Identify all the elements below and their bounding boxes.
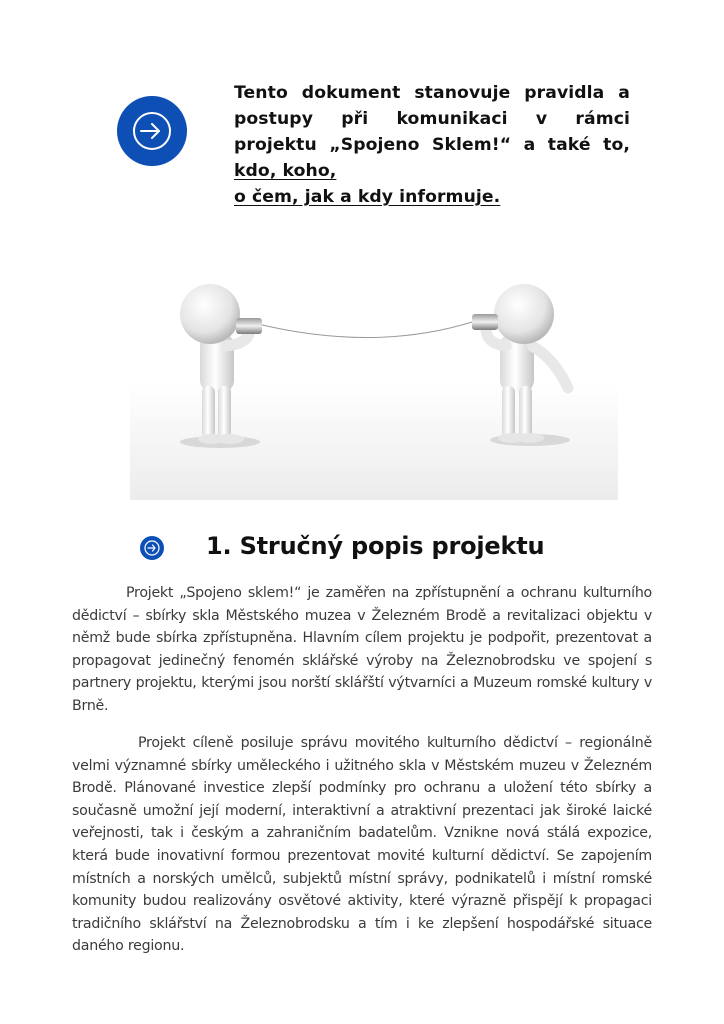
arrow-right-circle-icon	[117, 96, 187, 166]
section-arrow-icon	[140, 536, 164, 560]
tin-can-telephone-illustration	[130, 262, 618, 500]
intro-underlined-who: kdo, koho,	[234, 161, 337, 181]
intro-underlined-what: o čem, jak a kdy informuje.	[234, 187, 501, 207]
project-description-paragraph-1: Projekt „Spojeno sklem!“ je zaměřen na zpřístupnění a ochranu kulturního dědictví – sbírky skla Městského muzea v Železném Brodě a revitalizaci objektu v němž bude sbírka zpřístupněna. Hlavním cílem projektu je podpořit, prezentovat a propagovat jedinečný fenomén sklářské výroby na Železnobrodsku ve spojení s partnery projektu, kterými jsou norští sklářští výtvarníci a Muzeum romské kultury v Brně.	[72, 585, 652, 714]
section-title: 1. Stručný popis projektu	[206, 532, 545, 560]
project-description-paragraph-2: Projekt cíleně posiluje správu movitého kulturního dědictví – regionálně velmi významné sbírky uměleckého i užitného skla v Městském muzeu v Železném Brodě. Plánované investice zlepší podmínky pro ochranu a uložení této sbírky a současně umožní její moderní, interaktivní a atraktivní prezentaci jak široké laické veřejnosti, tak i českým a zahraničním badatelům. Vznikne nová stálá expozice, která bude inovativní formou prezentovat movité kulturní dědictví. Se zapojením místních a norských umělců, subjektů místní správy, podnikatelů i místní romské komunity budou realizovány osvětové aktivity, které výrazně přispějí k propagaci tradičního sklářství na Železnobrodsku a tím i ke zlepšení hospodářské situace daného regionu.	[72, 735, 652, 955]
intro-statement-text: Tento dokument stanovuje pravidla a postupy při komunikaci v rámci projektu „Spojeno Sklem!“ a také to,	[234, 83, 630, 155]
intro-statement	[234, 80, 630, 210]
